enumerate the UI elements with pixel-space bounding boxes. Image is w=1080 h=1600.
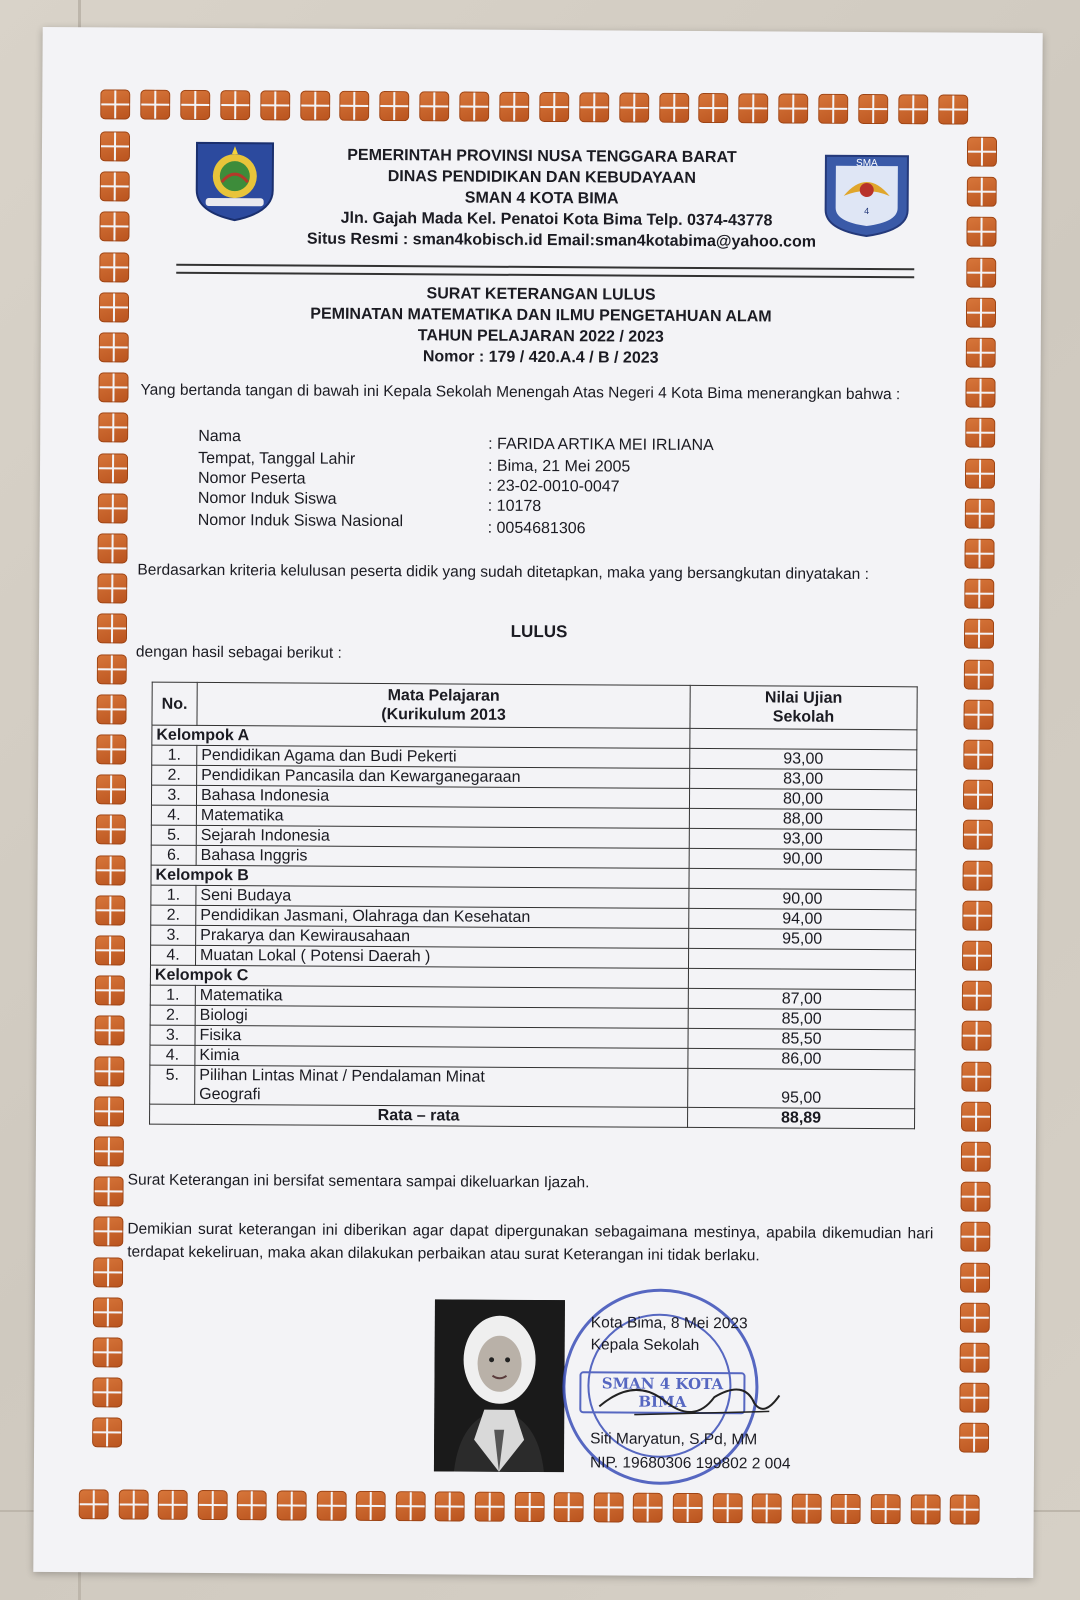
border-brick [698,93,728,123]
school-logo-number: 4 [864,205,870,217]
border-brick [962,901,992,931]
subject-name: Bahasa Inggris [196,845,689,868]
group-label: Kelompok C [150,965,688,988]
border-brick [300,91,330,121]
subject-name: Pendidikan Agama dan Budi Pekerti [197,745,690,768]
border-brick [963,740,993,770]
border-brick [93,1297,123,1327]
border-brick [79,1489,109,1519]
subject-name: Fisika [195,1025,688,1048]
border-brick [959,1383,989,1413]
letterhead-line-3: SMAN 4 KOTA BIMA [464,189,619,208]
border-brick [95,975,125,1005]
grade-value: 90,00 [689,888,916,909]
border-brick [317,1491,347,1521]
column-header-subject-line-2: (Kurikulum 2013 [381,706,506,724]
subject-name: Muatan Lokal ( Potensi Daerah ) [195,945,688,968]
average-value: 88,89 [688,1107,915,1128]
border-brick [778,93,808,123]
column-header-value-line-2: Sekolah [772,708,835,726]
border-brick [220,90,250,120]
border-brick [738,93,768,123]
border-brick [95,855,125,885]
border-brick [871,1494,901,1524]
result-status: LULUS [510,621,568,642]
group-label: Kelompok B [151,865,689,888]
border-brick [95,895,125,925]
row-number: 3. [151,785,196,805]
student-field-value: : FARIDA ARTIKA MEI IRLIANA [488,435,714,455]
border-brick [96,734,126,764]
border-brick [94,1176,124,1206]
student-field-label: Nomor Induk Siswa Nasional [197,511,404,531]
border-brick [713,1493,743,1523]
subject-name: Seni Budaya [196,885,689,908]
border-brick [659,93,689,123]
school-logo-label: SMA [856,157,878,170]
row-number: 3. [151,925,196,945]
column-header-subject-line-1: Mata Pelajaran [387,687,500,705]
border-brick [962,941,992,971]
border-brick [99,252,129,282]
handwritten-signature-icon [594,1366,784,1427]
row-number: 3. [150,1025,195,1045]
row-number: 2. [152,765,197,785]
column-header-value-line-1: Nilai Ujian [764,689,843,707]
signature-nip: NIP. 19680306 199802 2 004 [589,1454,791,1473]
border-brick [961,1021,991,1051]
border-brick [419,91,449,121]
border-brick [339,91,369,121]
border-brick [960,1222,990,1252]
student-field-label: Nomor Peserta [197,469,306,488]
student-field-value: : 0054681306 [487,519,586,538]
average-row [150,1104,915,1129]
border-brick [633,1493,663,1523]
border-brick [459,92,489,122]
subject-name-line-2: Geografi [199,1085,261,1104]
column-header-value [690,685,917,729]
border-brick [93,1257,123,1287]
border-brick [97,533,127,563]
grade-value: 87,00 [688,988,915,1009]
grade-value: 85,00 [688,1008,915,1029]
student-field-label: Nomor Induk Siswa [197,489,337,508]
intro-paragraph: Yang bertanda tangan di bawah ini Kepala Sekolah Menengah Atas Negeri 4 Kota Bima menerangkan bahwa : [140,381,901,404]
document-number: Nomor : 179 / 420.A.4 / B / 2023 [422,348,659,367]
grade-value: 80,00 [689,788,916,809]
subject-name: Pendidikan Jasmani, Olahraga dan Kesehatan [196,905,689,928]
row-number: 2. [150,1005,195,1025]
border-brick [960,1303,990,1333]
border-brick [554,1492,584,1522]
border-brick [960,1263,990,1293]
result-intro: dengan hasil sebagai berikut : [135,643,342,662]
letterhead-line-2: DINAS PENDIDIKAN DAN KEBUDAYAAN [387,168,696,187]
group-label: Kelompok A [152,725,690,748]
border-brick [752,1493,782,1523]
subject-name: Bahasa Indonesia [196,785,689,808]
border-brick [619,92,649,122]
subject-name: Matematika [196,805,689,828]
grade-value: 86,00 [688,1048,915,1069]
row-number: 4. [150,1045,195,1065]
border-brick [94,1096,124,1126]
border-brick [100,89,130,119]
border-brick [938,94,968,124]
border-brick [964,579,994,609]
grade-value [688,948,915,969]
border-brick [98,412,128,442]
border-brick [95,935,125,965]
border-brick [379,91,409,121]
border-brick [579,92,609,122]
subject-name: Kimia [195,1045,688,1068]
border-brick [96,774,126,804]
border-brick [198,1490,228,1520]
border-brick [92,1377,122,1407]
border-brick [98,372,128,402]
border-brick [950,1495,980,1525]
border-brick [960,1343,990,1373]
grade-value: 93,00 [690,748,917,769]
border-brick [965,459,995,489]
title-line-3: TAHUN PELAJARAN 2022 / 2023 [417,327,664,346]
official-stamp-text: SMAN 4 KOTA BIMA [579,1371,745,1414]
border-brick [96,814,126,844]
subject-name: Pendidikan Pancasila dan Kewarganegaraan [197,765,690,788]
border-brick [965,499,995,529]
closing-paragraph: Demikian surat keterangan ini diberikan agar dapat dipergunakan sebagaimana mestinya, apabila dikemudian hari terdapat kekeliruan, maka akan dilakukan perbaikan atau surat Keterangan ini tidak berlaku. [127,1220,934,1265]
grade-value: 94,00 [689,908,916,929]
column-header-no: No. [152,682,197,725]
border-brick [119,1489,149,1519]
border-brick [962,861,992,891]
border-brick [237,1490,267,1520]
border-brick [792,1494,822,1524]
grade-value: 83,00 [690,768,917,789]
border-brick [277,1490,307,1520]
row-number: 5. [150,1065,195,1104]
table-header-row [152,682,917,730]
border-brick [98,453,128,483]
border-brick [140,90,170,120]
border-brick [158,1490,188,1520]
subject-name: Prakarya dan Kewirausahaan [196,925,689,948]
border-brick [93,1216,123,1246]
border-brick [673,1493,703,1523]
border-brick [966,258,996,288]
criteria-paragraph: Berdasarkan kriteria kelulusan peserta didik yang sudah ditetapkan, maka yang bersangkutan dinyatakan : [137,561,869,584]
border-brick [959,1423,989,1453]
letterhead-line-5: Situs Resmi : sman4kobisch.id Email:sman4kotabima@yahoo.com [306,230,817,251]
group-value-cell [688,968,915,989]
border-brick [965,418,995,448]
certificate-paper [33,27,1042,1578]
group-value-cell [690,728,917,749]
temporary-note: Surat Keterangan ini bersifat sementara sampai dikeluarkan Ijazah. [127,1171,590,1192]
border-brick [858,94,888,124]
grade-value: 90,00 [689,848,916,869]
subject-name: Matematika [195,985,688,1008]
border-brick [94,1136,124,1166]
border-brick [965,378,995,408]
border-brick [97,654,127,684]
student-field-value: : 23-02-0010-0047 [487,477,620,496]
border-brick [964,660,994,690]
border-brick [911,1494,941,1524]
row-number: 5. [151,825,196,845]
grade-value: 93,00 [689,828,916,849]
letterhead-divider [176,264,914,279]
table-row [150,1065,915,1109]
border-brick [961,1062,991,1092]
border-brick [898,94,928,124]
column-header-subject [197,682,690,728]
border-brick [180,90,210,120]
border-brick [94,1056,124,1086]
row-number: 4. [150,945,195,965]
border-brick [594,1492,624,1522]
border-brick [961,1182,991,1212]
border-brick [962,981,992,1011]
subject-name [195,1065,688,1107]
border-brick [396,1491,426,1521]
grades-table [149,682,918,1130]
signature-position: Kepala Sekolah [590,1336,700,1354]
student-field-label: Tempat, Tanggal Lahir [198,449,356,468]
signature-name: Siti Maryatun, S.Pd, MM [590,1430,758,1449]
border-brick [92,1417,122,1447]
signature-place-date: Kota Bima, 8 Mei 2023 [590,1314,748,1333]
student-portrait-image [434,1299,565,1472]
student-field-label: Nama [198,427,241,446]
student-field-value: : Bima, 21 Mei 2005 [488,457,631,476]
border-brick [831,1494,861,1524]
grade-value: 95,00 [689,928,916,949]
border-brick [97,573,127,603]
border-brick [98,493,128,523]
row-number: 6. [151,845,196,865]
subject-name-line-1: Pilihan Lintas Minat / Pendalaman Minat [199,1066,485,1086]
student-field-value: : 10178 [487,497,542,516]
subject-name: Sejarah Indonesia [196,825,689,848]
document-title [41,281,1041,371]
row-number: 1. [150,985,195,1005]
title-line-1: SURAT KETERANGAN LULUS [426,285,656,304]
title-line-2: PEMINATAN MATEMATIKA DAN ILMU PENGETAHUAN ALAM [310,305,772,326]
subject-name: Biologi [195,1005,688,1028]
border-brick [499,92,529,122]
border-brick [963,820,993,850]
border-brick [260,90,290,120]
border-brick [963,700,993,730]
row-number: 1. [151,885,196,905]
border-brick [961,1102,991,1132]
grade-value: 85,50 [688,1028,915,1049]
group-value-cell [689,868,916,889]
grade-value: 95,00 [688,1068,915,1108]
letterhead-line-4: Jln. Gajah Mada Kel. Penatoi Kota Bima Telp. 0374-43778 [340,209,773,230]
student-photo [434,1299,565,1472]
border-brick [95,1015,125,1045]
row-number: 4. [151,805,196,825]
row-number: 2. [151,905,196,925]
border-brick [475,1492,505,1522]
border-brick [539,92,569,122]
border-brick [93,1337,123,1367]
average-label: Rata – rata [150,1104,688,1127]
border-brick [963,780,993,810]
border-brick [818,94,848,124]
border-brick [964,539,994,569]
border-brick [961,1142,991,1172]
border-brick [96,694,126,724]
grade-value: 88,00 [689,808,916,829]
row-number: 1. [152,745,197,765]
letterhead [41,143,1042,254]
border-brick [356,1491,386,1521]
border-brick [435,1491,465,1521]
letterhead-line-1: PEMERINTAH PROVINSI NUSA TENGGARA BARAT [347,146,737,167]
border-brick [515,1492,545,1522]
